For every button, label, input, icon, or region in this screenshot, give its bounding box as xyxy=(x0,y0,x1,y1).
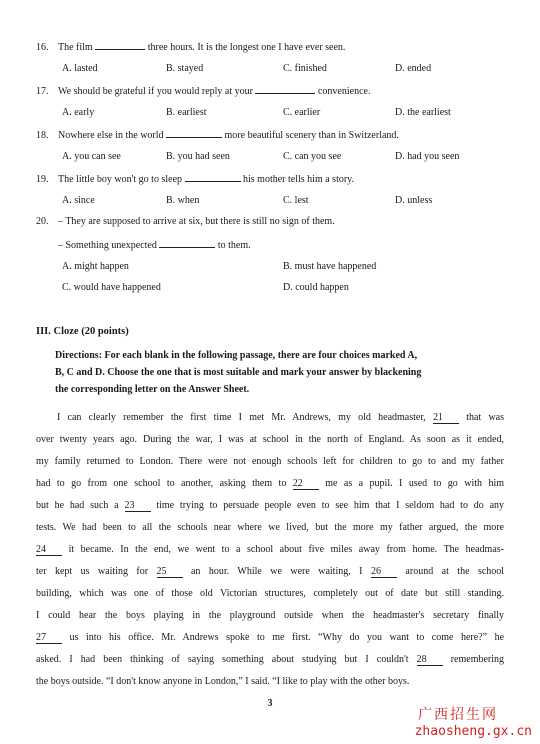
directions-line-2: B, C and D. Choose the one that is most suitable and mark your answer by blackening xyxy=(55,367,422,378)
question-16 xyxy=(36,40,345,53)
passage-text: remembering xyxy=(450,654,505,665)
passage-text: over twenty years ago. During the war, I was at school in the north of England. As soon as it ended, xyxy=(36,434,504,445)
option-d: D. the earliest xyxy=(395,107,451,118)
answer-blank xyxy=(255,84,315,94)
blank-number: 26 xyxy=(371,566,397,578)
page-number: 3 xyxy=(267,698,273,709)
watermark-name: 广西招生网 xyxy=(418,707,498,723)
passage-text: tests. We had been to all the schools near where we lived, but the more my father argued, the more xyxy=(36,522,504,533)
blank-number: 27 xyxy=(36,632,62,644)
question-stem-end: convenience. xyxy=(317,86,371,97)
passage-line xyxy=(36,478,504,490)
directions xyxy=(55,347,505,398)
answer-blank xyxy=(95,40,145,50)
option-c: C. finished xyxy=(283,63,327,74)
question-stem-end: more beautiful scenery than in Switzerland. xyxy=(224,130,399,141)
option-b: B. must have happened xyxy=(283,261,377,272)
passage-text: it became. In the end, we went to a school about five miles away from home. The headmas- xyxy=(68,544,504,555)
question-20 xyxy=(36,216,335,227)
passage-text: the boys outside. “I don't know anyone in London,” I said. “I like to play with the other boys. xyxy=(36,676,410,687)
question-18 xyxy=(36,128,399,141)
question-number: 16. xyxy=(36,42,49,53)
passage-text: me as a pupil. I used to go with him xyxy=(325,478,505,489)
watermark-url: zhaosheng.gx.cn xyxy=(414,724,532,739)
question-stem-start: The film xyxy=(58,42,93,53)
passage-line xyxy=(36,676,504,687)
option-a: A. early xyxy=(62,107,95,118)
question-stem-start: Nowhere else in the world xyxy=(58,130,164,141)
dialogue-line-2-end: to them. xyxy=(217,240,251,251)
blank-number: 22 xyxy=(293,478,319,490)
option-c: C. can you see xyxy=(283,151,342,162)
question-number: 17. xyxy=(36,86,49,97)
directions-line-1: Directions: For each blank in the following passage, there are four choices marked A, xyxy=(55,350,418,361)
question-17 xyxy=(36,84,370,97)
option-d: D. could happen xyxy=(283,282,349,293)
passage-line xyxy=(36,500,504,512)
option-b: B. earliest xyxy=(166,107,207,118)
question-stem-start: We should be grateful if you would reply at your xyxy=(58,86,253,97)
option-b: B. you had seen xyxy=(166,151,230,162)
option-a: A. lasted xyxy=(62,63,98,74)
option-d: D. ended xyxy=(395,63,432,74)
passage-line xyxy=(36,434,504,445)
section-title: III. Cloze (20 points) xyxy=(36,326,129,337)
question-20-line-2 xyxy=(58,238,251,251)
passage-text: I could hear the boys playing in the playground outside when the headmaster's secretary finally xyxy=(36,610,504,621)
passage-line xyxy=(36,522,504,533)
passage-text: us into his office. Mr. Andrews spoke to me first. “Why do you want to come here?” he xyxy=(69,632,505,643)
question-number: 19. xyxy=(36,174,49,185)
option-a: A. might happen xyxy=(62,261,129,272)
passage-line xyxy=(36,632,504,644)
option-b: B. stayed xyxy=(166,63,204,74)
option-c: C. would have happened xyxy=(62,282,161,293)
passage-line xyxy=(36,544,504,556)
passage-line xyxy=(57,412,504,424)
passage-line xyxy=(36,588,504,599)
passage-line xyxy=(36,654,504,666)
question-stem-start: The little boy won't go to sleep xyxy=(58,174,183,185)
option-d: D. had you seen xyxy=(395,151,460,162)
blank-number: 23 xyxy=(125,500,151,512)
option-c: C. earlier xyxy=(283,107,321,118)
blank-number: 28 xyxy=(417,654,443,666)
passage-text: asked. I had been thinking of saying something about studying but I couldn't xyxy=(36,654,409,665)
passage-text: I can clearly remember the first time I met Mr. Andrews, my old headmaster, xyxy=(57,412,426,423)
option-b: B. when xyxy=(166,195,200,206)
question-number: 18. xyxy=(36,130,49,141)
blank-number: 24 xyxy=(36,544,62,556)
answer-blank xyxy=(159,238,215,248)
passage-text: time trying to persuade people even to see him that I seldom had to do any xyxy=(156,500,505,511)
passage-text: that was xyxy=(466,412,505,423)
question-stem-end: three hours. It is the longest one I have ever seen. xyxy=(147,42,346,53)
passage-line xyxy=(36,610,504,621)
answer-blank xyxy=(166,128,222,138)
passage-text: my family returned to London. There were not enough schools left for children to go to and my father xyxy=(36,456,504,467)
option-a: A. you can see xyxy=(62,151,121,162)
passage-text: building, which was one of those old Victorian structures, completely out of date but still standing. xyxy=(36,588,504,599)
blank-number: 25 xyxy=(157,566,183,578)
dialogue-line-2-start: – Something unexpected xyxy=(58,240,157,251)
directions-line-3: the corresponding letter on the Answer Sheet. xyxy=(55,384,250,395)
question-number: 20. xyxy=(36,216,49,227)
passage-text: an hour. While we were waiting, I xyxy=(190,566,363,577)
option-a: A. since xyxy=(62,195,95,206)
passage-text: had to go from one school to another, asking them to xyxy=(36,478,287,489)
passage-text: ter kept us waiting for xyxy=(36,566,149,577)
question-19 xyxy=(36,172,354,185)
passage-text: but he had such a xyxy=(36,500,119,511)
blank-number: 21 xyxy=(433,412,459,424)
option-d: D. unless xyxy=(395,195,433,206)
passage-line xyxy=(36,566,504,578)
passage-text: around at the school xyxy=(405,566,505,577)
question-stem-end: his mother tells him a story. xyxy=(243,174,355,185)
answer-blank xyxy=(185,172,241,182)
dialogue-line-1: – They are supposed to arrive at six, but there is still no sign of them. xyxy=(58,216,335,227)
passage-line xyxy=(36,456,504,467)
option-c: C. lest xyxy=(283,195,309,206)
